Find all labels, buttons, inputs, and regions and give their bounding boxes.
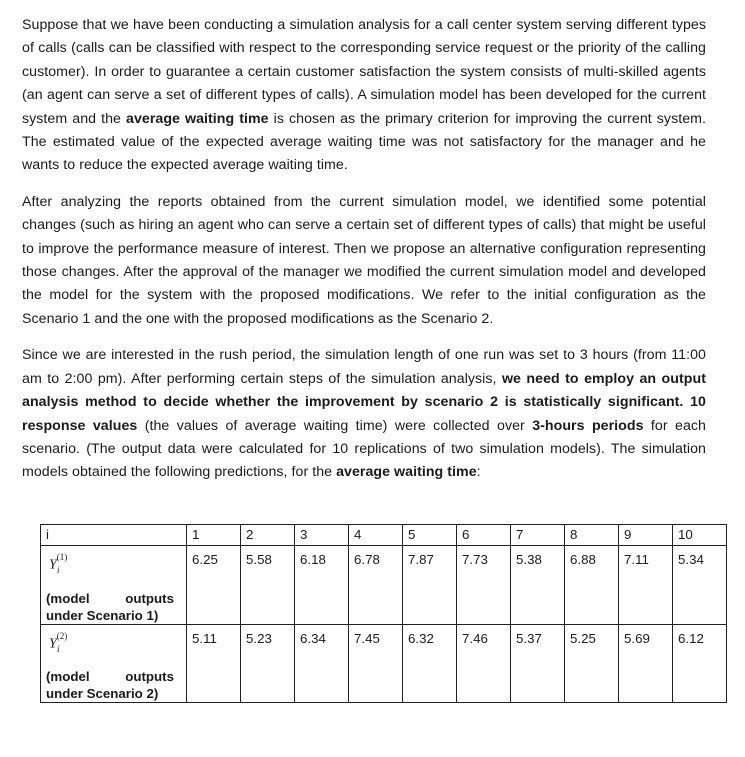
row-description: [46, 590, 174, 624]
value-cell: 5.58: [241, 546, 295, 625]
header-index-cell: 2: [241, 525, 295, 546]
y-variable-scenario-1: [46, 550, 67, 576]
value-cell: 7.87: [403, 546, 457, 625]
header-index-cell: 9: [619, 525, 673, 546]
y-superscript: (2): [56, 630, 68, 641]
header-label-cell: i: [41, 525, 187, 546]
simulation-output-table: [40, 524, 727, 703]
paragraph-1-text-a: Suppose that we have been conducting a simulation analysis for a call center system serving different types of calls (calls can be classified with respect to the corresponding service request or the priority of the calling customer). In order to guarantee a certain customer satisfaction the system consists of multi-skilled agents (an agent can serve a set of different types of calls). A simulation model has been developed for the current system and the: [22, 17, 706, 127]
row-description-line: under Scenario 1): [46, 607, 159, 623]
paragraph-3-text-d: :: [476, 464, 481, 481]
row-description-word: (model: [46, 669, 90, 685]
value-cell: 5.34: [673, 546, 727, 625]
paragraph-3-bold-a: we need to employ an output analysis method to decide whether the improvement by scenario 2 is statistically significant. 10 response values: [22, 370, 706, 434]
header-index-cell: 6: [457, 525, 511, 546]
paragraph-2-text: After analyzing the reports obtained from the current simulation model, we identified some potential changes (such as hiring an agent who can serve a certain set of different types of calls) that might be useful to improve the performance measure of interest. Then we propose an alternative configuration representing those changes. After the approval of the manager we modified the current simulation model and developed the model for the system with the proposed modifications. We refer to the initial configuration as the Scenario 1 and the one with the proposed modifications as the Scenario 2.: [22, 193, 706, 327]
paragraph-3-bold-b: 3-hours periods: [532, 417, 644, 434]
value-cell: 6.34: [295, 624, 349, 703]
paragraph-3-text-b: (the values of average waiting time) were collected over: [137, 417, 533, 434]
value-cell: 5.25: [565, 624, 619, 703]
value-cell: 6.78: [349, 546, 403, 625]
paragraph-3: [22, 344, 706, 484]
header-index-cell: 3: [295, 525, 349, 546]
paragraph-3-bold-c: average waiting time: [336, 464, 477, 481]
value-cell: 7.73: [457, 546, 511, 625]
row-description-word: outputs: [125, 669, 174, 685]
row-label-cell: [41, 546, 187, 625]
value-cell: 6.18: [295, 546, 349, 625]
value-cell: 5.69: [619, 624, 673, 703]
header-index-cell: 4: [349, 525, 403, 546]
y-symbol: Y: [49, 636, 57, 652]
row-description: [46, 668, 174, 702]
table-header-row: [41, 525, 727, 546]
y-symbol: Y: [49, 557, 57, 573]
header-index-cell: 10: [673, 525, 727, 546]
header-index-cell: 1: [187, 525, 241, 546]
row-label-cell: [41, 624, 187, 703]
problem-text: [22, 14, 706, 485]
header-index-cell: 7: [511, 525, 565, 546]
row-description-word: outputs: [125, 590, 174, 606]
paragraph-1-bold-a: average waiting time: [126, 110, 269, 127]
value-cell: 5.11: [187, 624, 241, 703]
value-cell: 7.46: [457, 624, 511, 703]
paragraph-2: [22, 191, 706, 331]
value-cell: 5.38: [511, 546, 565, 625]
paragraph-3-text-c: for each scenario. (The output data were calculated for 10 replications of two simulation models). The simulation models obtained the following predictions, for the: [22, 417, 706, 481]
value-cell: 5.37: [511, 624, 565, 703]
paragraph-3-text-a: Since we are interested in the rush period, the simulation length of one run was set to 3 hours (from 11:00 am to 2:00 pm). After performing certain steps of the simulation analysis,: [22, 347, 706, 387]
y-superscript: (1): [56, 552, 68, 562]
table-row-scenario-1: [41, 546, 727, 625]
y-subscript: i: [57, 643, 60, 654]
value-cell: 6.25: [187, 546, 241, 625]
header-index-cell: 8: [565, 525, 619, 546]
y-variable-scenario-2: [46, 629, 67, 655]
row-description-line: under Scenario 2): [46, 686, 159, 702]
value-cell: 7.11: [619, 546, 673, 625]
value-cell: 7.45: [349, 624, 403, 703]
header-index-cell: 5: [403, 525, 457, 546]
y-subscript: i: [57, 565, 60, 575]
value-cell: 6.12: [673, 624, 727, 703]
value-cell: 5.23: [241, 624, 295, 703]
paragraph-1-text-b: is chosen as the primary criterion for improving the current system. The estimated value of the expected average waiting time was not satisfactory for the manager and he wants to reduce the expected average waiting time.: [22, 110, 707, 174]
paragraph-1: [22, 14, 706, 178]
table-row-scenario-2: [41, 624, 727, 703]
row-description-word: (model: [46, 590, 90, 606]
value-cell: 6.32: [403, 624, 457, 703]
value-cell: 6.88: [565, 546, 619, 625]
